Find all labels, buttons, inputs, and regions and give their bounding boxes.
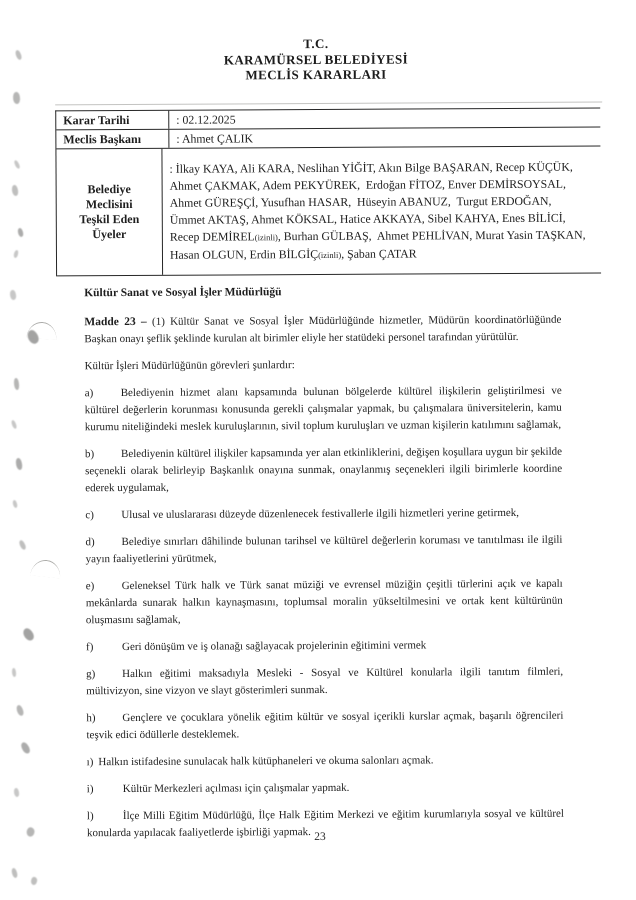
duty-item-d [85,532,562,568]
duty-item-label: b) [84,448,95,461]
decision-info-table [55,108,601,277]
member-line: Recep DEMİREL(izinli), Burhan GÜLBAŞ, Ahmet PEHLİVAN, Murat Yasin TAŞKAN, [169,227,586,244]
izinli-note: (izinli) [254,232,278,243]
header-doc-type: MECLİS KARARLARI [245,66,387,83]
duty-item-text: Belediyenin hizmet alanı kapsamında bulunan bölgelerde kültürel ilişkilerin geliştirilmesi ve kültürel değerlerin korunması konusunda gerekli çalışmalar yapmak, bu çalışmalara üniversitelerin, kamu kurumu niteliğindeki meslek kuruluşlarının, sivil toplum kuruluşları ve uzman kişilerin katılımını sağlamak, [84,384,562,434]
duty-item-e [86,576,563,629]
article-text: (1) Kültür Sanat ve Sosyal İşler Müdürlüğünde hizmetler, Müdürün koordinatörlüğünde Başkan onayı şeflik şeklinde kurulan alt birimler eliyle her statüdeki personel tarafından yürütülür. [84,313,562,346]
header-country: T.C. [303,35,329,52]
duty-item-f [86,637,563,656]
duty-item-g [86,664,563,700]
decision-date-label: Karar Tarihi [56,111,169,130]
document-header [0,34,634,84]
duty-item-b [85,444,562,497]
member-line: Hasan OLGUN, Erdin BİLGİÇ(izinli), Şaban ÇATAR [169,246,417,262]
council-members-label-line: Meclisini [85,196,133,212]
duty-item-text: Geri dönüşüm ve iş olanağı sağlayacak projelerinin eğitimini vermek [121,639,427,654]
duty-item-i [87,779,564,798]
duty-item-label: f) [85,641,94,654]
duty-item-label: ı) [86,756,94,769]
article-number-label: Madde 23 – [84,315,147,329]
izinli-note: (izinli) [318,249,342,260]
member-line: : İlkay KAYA, Ali KARA, Neslihan YİĞİT, Akın Bilge BAŞARAN, Recep KÜÇÜK, [169,159,573,176]
duty-item-label: h) [86,712,96,725]
duty-item-text: Geleneksel Türk halk ve Türk sanat müziği ve evrensel müziğin çeşitli türlerini açık ve kapalı mekânlarda sunarak halkın kaynaşmasını, toplumsal moralin yükseltilmesini ve ortak kent kültürünün oluşmasını sağlamak, [85,577,563,627]
page-number: 23 [314,830,326,844]
duty-item-text: İlçe Milli Eğitim Müdürlüğü, İlçe Halk Eğitim Merkezi ve eğitim kurumlarıyla sosyal ve kültürel konularda yapılacak faaliyetlerde işbirliği yapmak. [86,807,564,840]
duties-intro: Kültür İşleri Müdürlüğünün görevleri şunlardır: [84,359,295,373]
duty-item-a [85,383,562,436]
council-president-value: : Ahmet ÇALIK [176,131,254,146]
duty-item-text: Gençlere ve çocuklara yönelik eğitim kültür ve sosyal içerikli kurslar açmak, başarılı öğrencileri teşvik edici ödüllerle desteklemek. [86,709,564,742]
header-municipality: KARAMÜRSEL BELEDİYESİ [223,51,409,67]
duty-item-label: e) [85,580,95,593]
duty-item-text: Halkın istifadesine sunulacak halk kütüphaneleri ve okuma salonları açmak. [98,754,434,769]
member-line: Ümmet AKTAŞ, Ahmet KÖKSAL, Hatice AKKAYA, Sibel KAHYA, Enes BİLİCİ, [169,210,566,227]
duty-item-ı [87,752,564,771]
council-members-label-line: Belediye [87,181,131,197]
duty-item-label: g) [86,668,96,681]
duty-item-label: i) [86,783,94,796]
section-heading: Kültür Sanat ve Sosyal İşler Müdürlüğü [84,286,282,300]
duty-item-text: Belediye sınırları dâhilinde bulunan tarihsel ve kültürel değerlerin koruması ve tanıtılması ile ilgili yayın faaliyetlerini yürütmek, [85,533,563,566]
article-23-paragraph [84,312,561,348]
duty-item-c [85,505,562,524]
duty-item-label: a) [84,387,94,400]
member-line: Ahmet GÜREŞÇİ, Yusufhan HASAR, Hüseyin ABANUZ, Turgut ERDOĞAN, [169,193,552,210]
document-body [84,283,564,852]
duty-item-label: c) [85,509,94,522]
council-members-label-line: Üyeler [92,227,127,242]
duty-item-h [86,708,563,744]
council-members-label-line: Teşkil Eden [79,211,140,227]
duty-item-label: l) [86,810,94,823]
duty-item-text: Belediyenin kültürel ilişkiler kapsamında yer alan etkinliklerini, değişen koşullara uygun bir şekilde seçenekli olarak belirleyip Başkanlık onayına sunmak, onaylanmış seçenekleri ilgili birimlerle koordine ederek uygulamak, [85,445,563,495]
council-members-label [56,149,163,276]
council-members-list [162,147,601,275]
duty-item-text: Halkın eğitimi maksadıyla Mesleki - Sosyal ve Kültürel konularla ilgili tanıtım filmleri, mültivizyon, sine vizyon ve slayt gösterimleri sunmak. [86,665,564,698]
table-row-council-members [56,147,601,277]
council-president-label: Meclis Başkanı [56,130,169,149]
duty-item-text: Kültür Merkezleri açılması için çalışmalar yapmak. [122,781,350,796]
scan-double-line [55,102,602,106]
decision-date-value: : 02.12.2025 [176,112,236,127]
duty-item-label: d) [85,536,95,549]
duty-item-text: Ulusal ve uluslararası düzeyde düzenlenecek festivallerle ilgili hizmetleri yerine getirmek, [121,506,520,522]
member-line: Ahmet ÇAKMAK, Adem PEKYÜREK, Erdoğan FİTOZ, Enver DEMİRSOYSAL, [169,176,566,193]
duty-items-list [85,383,564,842]
